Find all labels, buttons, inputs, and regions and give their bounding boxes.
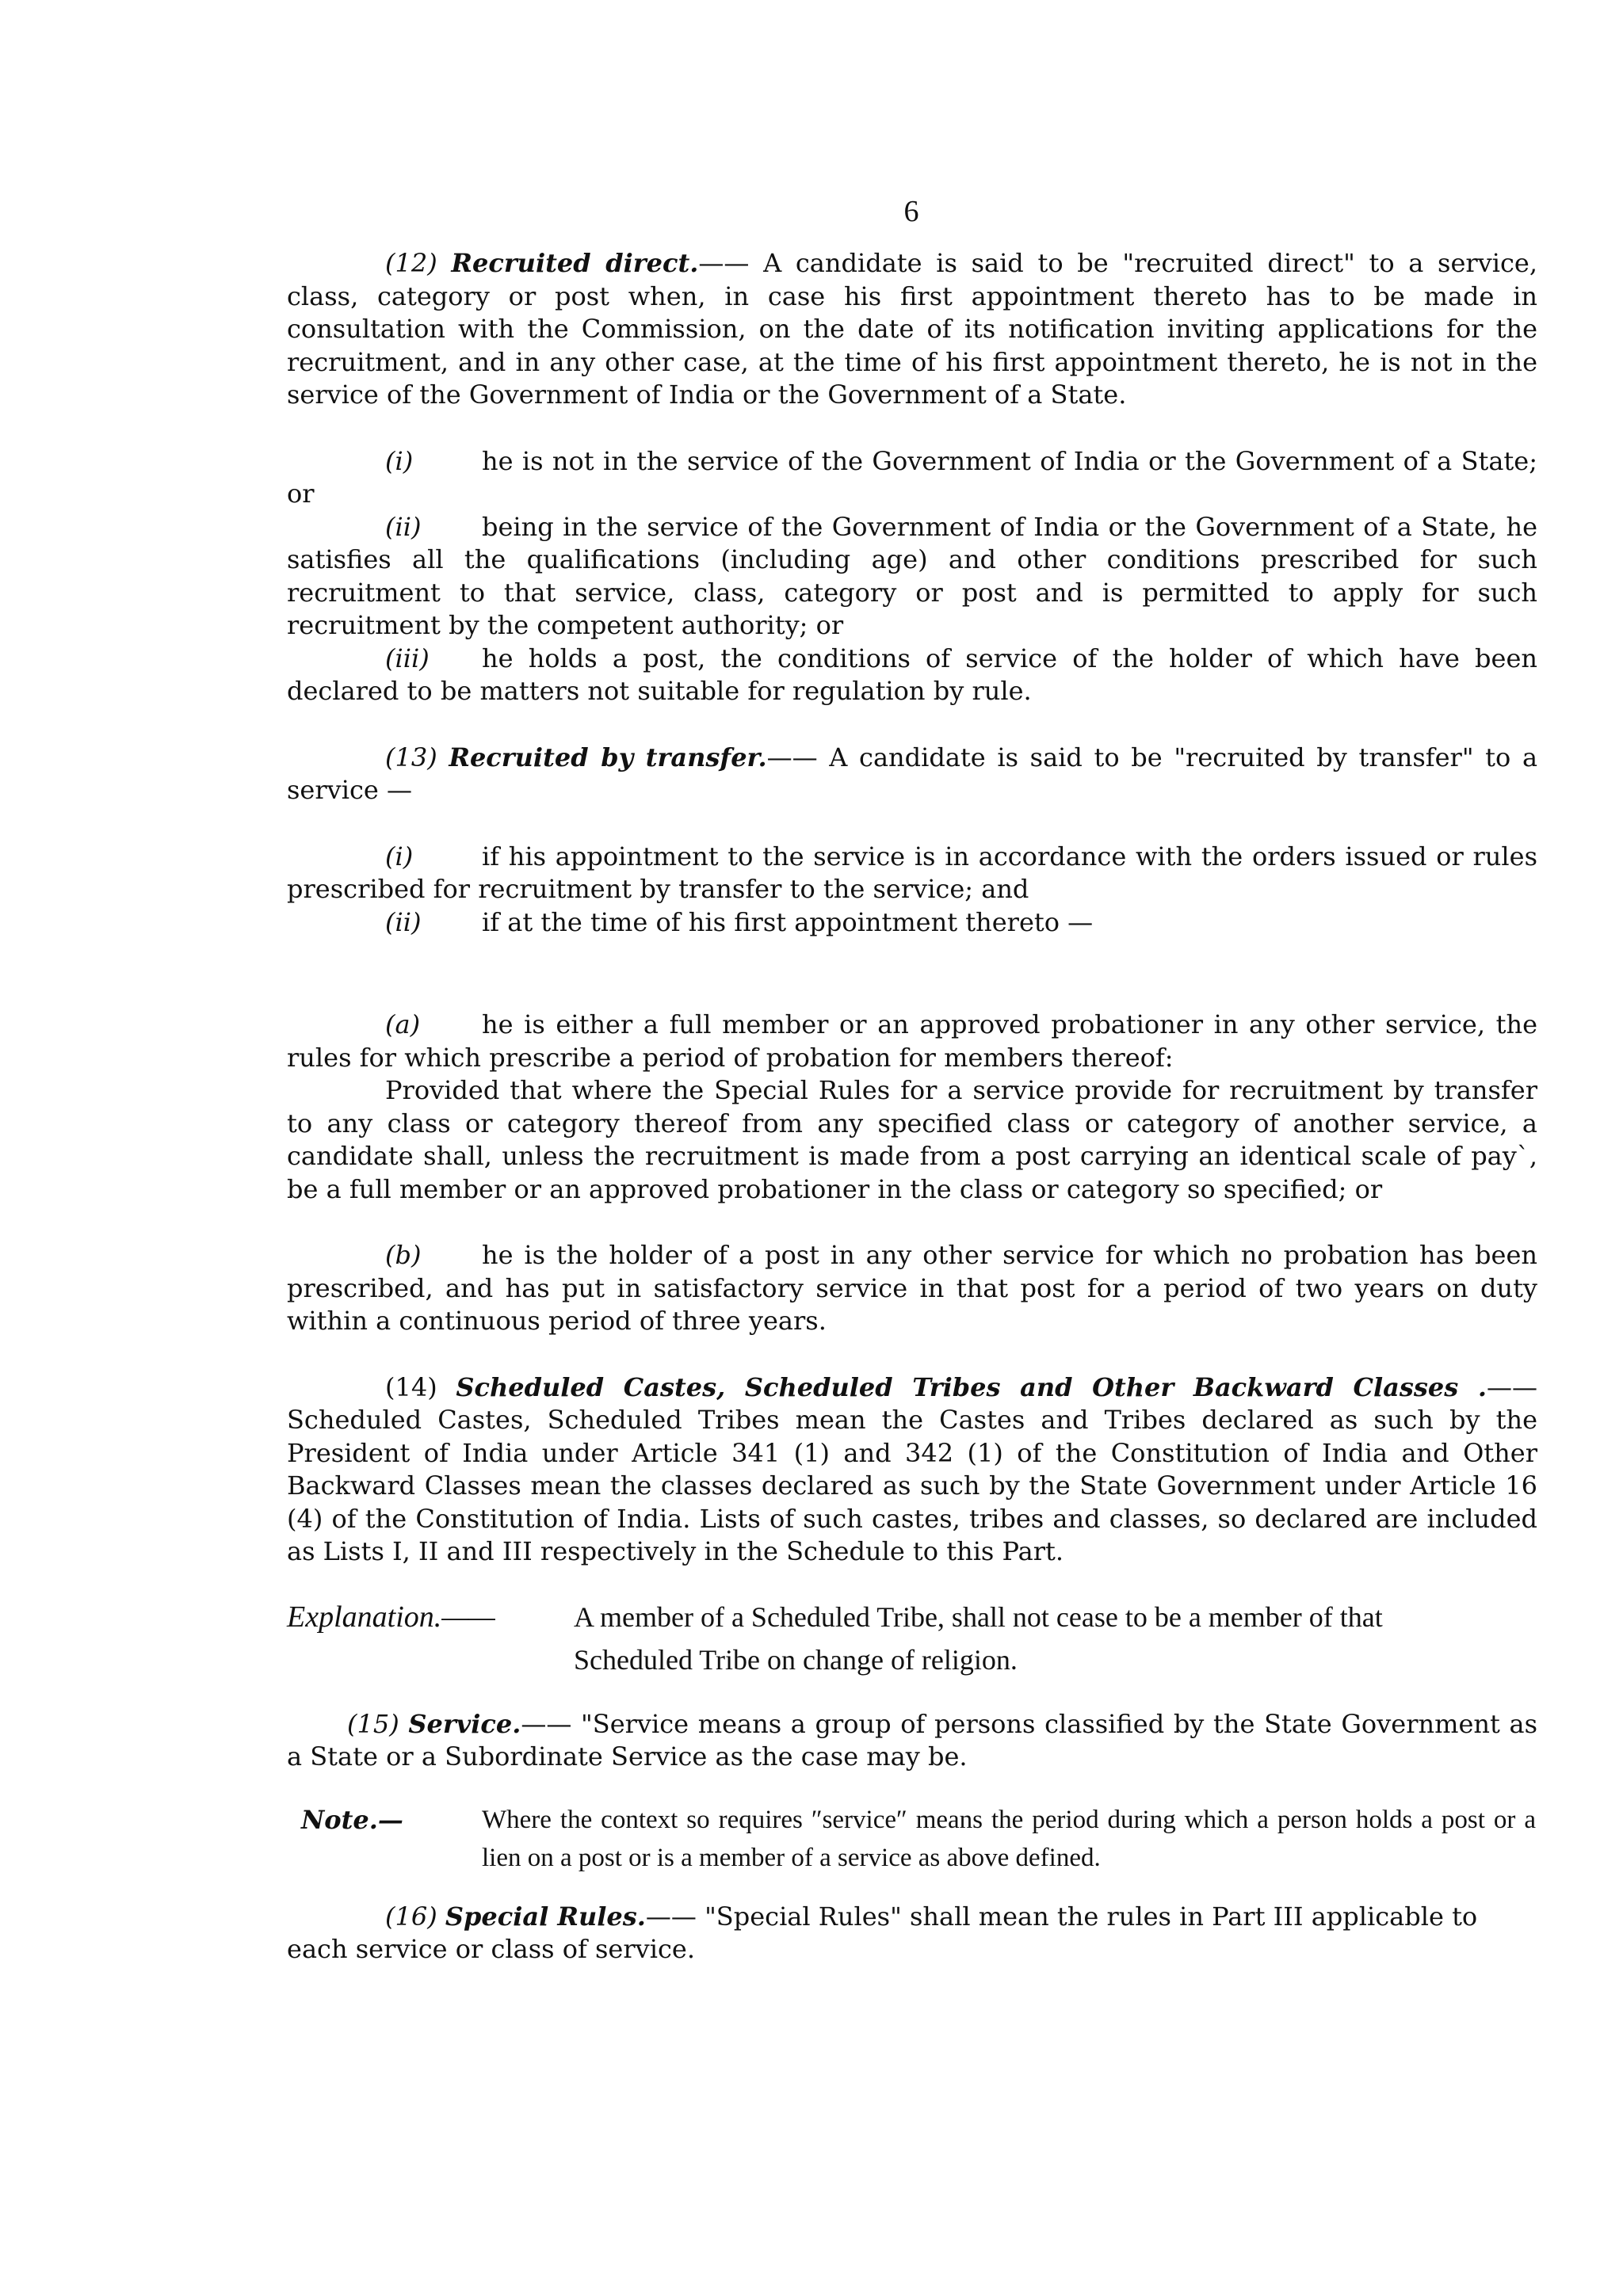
item-text: he holds a post, the conditions of service of the holder of which have been declared to be matters not suitable for regulation by rule.	[287, 643, 1537, 706]
note-text: Where the context so requires ″service″ means the period during which a person holds a post or a lien on a post or is a member of a service as above defined.	[482, 1805, 1536, 1872]
section-12-body: A candidate is said to be "recruited direct" to a service, class, category or post when, in case his first appointment thereto has to be made in consultation with the Commission, on the date of its notification inviting applications for the recruitment, and in any other case, at the time of his first appointment thereto, he is not in the service of the Government of India or the Government of a State.	[287, 248, 1538, 410]
item-label: (ii)	[385, 511, 422, 542]
item-label: (a)	[385, 1009, 421, 1039]
section-13-item-i	[287, 841, 1537, 906]
section-13-body: A candidate is said to be "recruited by transfer" to a service —	[287, 742, 1538, 805]
section-12-number: (12)	[385, 248, 437, 278]
section-12	[287, 247, 1537, 412]
section-13-number: (13)	[385, 742, 437, 772]
section-15-number: (15)	[347, 1708, 399, 1739]
item-label: (ii)	[385, 906, 422, 937]
section-14	[287, 1371, 1537, 1569]
section-13-proviso: Provided that where the Special Rules for a service provide for recruitment by transfer to any class or category thereof from any specified class or category of another service, a candidate shall, unless the recruitment is made from a post carrying an identical scale of pay`, be a full member or an approved probationer in the class or category so specified; or	[287, 1075, 1537, 1204]
item-text: he is the holder of a post in any other service for which no probation has been prescribed, and has put in satisfactory service in that post for a period of two years on duty within a continuous period of three years.	[287, 1240, 1537, 1336]
item-text: he is either a full member or an approved probationer in any other service, the rules for which prescribe a period of probation for members thereof:	[287, 1009, 1537, 1073]
section-12-item-iii	[287, 643, 1537, 708]
section-13-item-ii	[287, 906, 1537, 940]
item-label: (i)	[385, 841, 414, 871]
section-12-item-i	[287, 445, 1537, 511]
section-15-title: Service.	[408, 1708, 521, 1739]
section-12-title: Recruited direct.	[451, 248, 699, 278]
item-text: if at the time of his first appointment thereto —	[482, 906, 1094, 937]
section-15-body: "Service means a group of persons classified by the State Government as a State or a Subordinate Service as the case may be.	[287, 1708, 1538, 1772]
section-14-title: Scheduled Castes, Scheduled Tribes and Other Backward Classes .	[456, 1371, 1487, 1402]
section-13-title: Recruited by transfer.	[449, 742, 767, 772]
section-13-dash: ——	[766, 742, 818, 772]
section-15-dash: ——	[521, 1708, 572, 1739]
item-text: if his appointment to the service is in accordance with the orders issued or rules prescribed for recruitment by transfer to the service; and	[287, 841, 1537, 904]
item-label: (i)	[385, 445, 414, 476]
item-text: he is not in the service of the Government of India or the Government of a State; or	[287, 445, 1537, 509]
section-12-item-ii	[287, 511, 1537, 643]
page-number: 6	[903, 195, 919, 228]
section-12-dash: ——	[698, 248, 750, 278]
explanation-heading: Explanation.——	[287, 1600, 495, 1634]
section-16-title: Special Rules.	[445, 1901, 646, 1932]
section-16-dash: ——	[645, 1901, 697, 1932]
section-13	[287, 742, 1537, 807]
explanation-text: A member of a Scheduled Tribe, shall not cease to be a member of that Scheduled Tribe on change of religion.	[574, 1600, 1383, 1676]
section-16	[287, 1901, 1537, 1966]
section-14-dash: ——	[1487, 1371, 1538, 1402]
section-14-body: Scheduled Castes, Scheduled Tribes mean the Castes and Tribes declared as such by the President of India under Article 341 (1) and 342 (1) of the Constitution of India and Other Backward Classes mean the classes declared as such by the State Government under Article 16 (4) of the Constitution of India. Lists of such castes, tribes and classes, so declared are included as Lists I, II and III respectively in the Schedule to this Part.	[287, 1405, 1537, 1566]
section-16-body: "Special Rules" shall mean the rules in Part III applicable to each service or class of service.	[287, 1901, 1478, 1964]
note-heading: Note.—	[301, 1804, 403, 1835]
section-13-sub-b	[287, 1239, 1537, 1338]
section-15	[287, 1708, 1537, 1774]
item-label: (iii)	[385, 643, 430, 673]
item-text: being in the service of the Government of India or the Government of a State, he satisfies all the qualifications (including age) and other conditions prescribed for such recruitment to that service, class, category or post and is permitted to apply for such recruitment by the competent authority; or	[287, 511, 1537, 640]
section-13-sub-a	[287, 1009, 1537, 1074]
note-block	[287, 1801, 1537, 1877]
content-column	[287, 247, 1537, 1966]
section-16-number: (16)	[385, 1901, 437, 1932]
explanation-block	[287, 1596, 1537, 1681]
item-label: (b)	[385, 1240, 422, 1270]
section-14-number: (14)	[385, 1371, 437, 1402]
